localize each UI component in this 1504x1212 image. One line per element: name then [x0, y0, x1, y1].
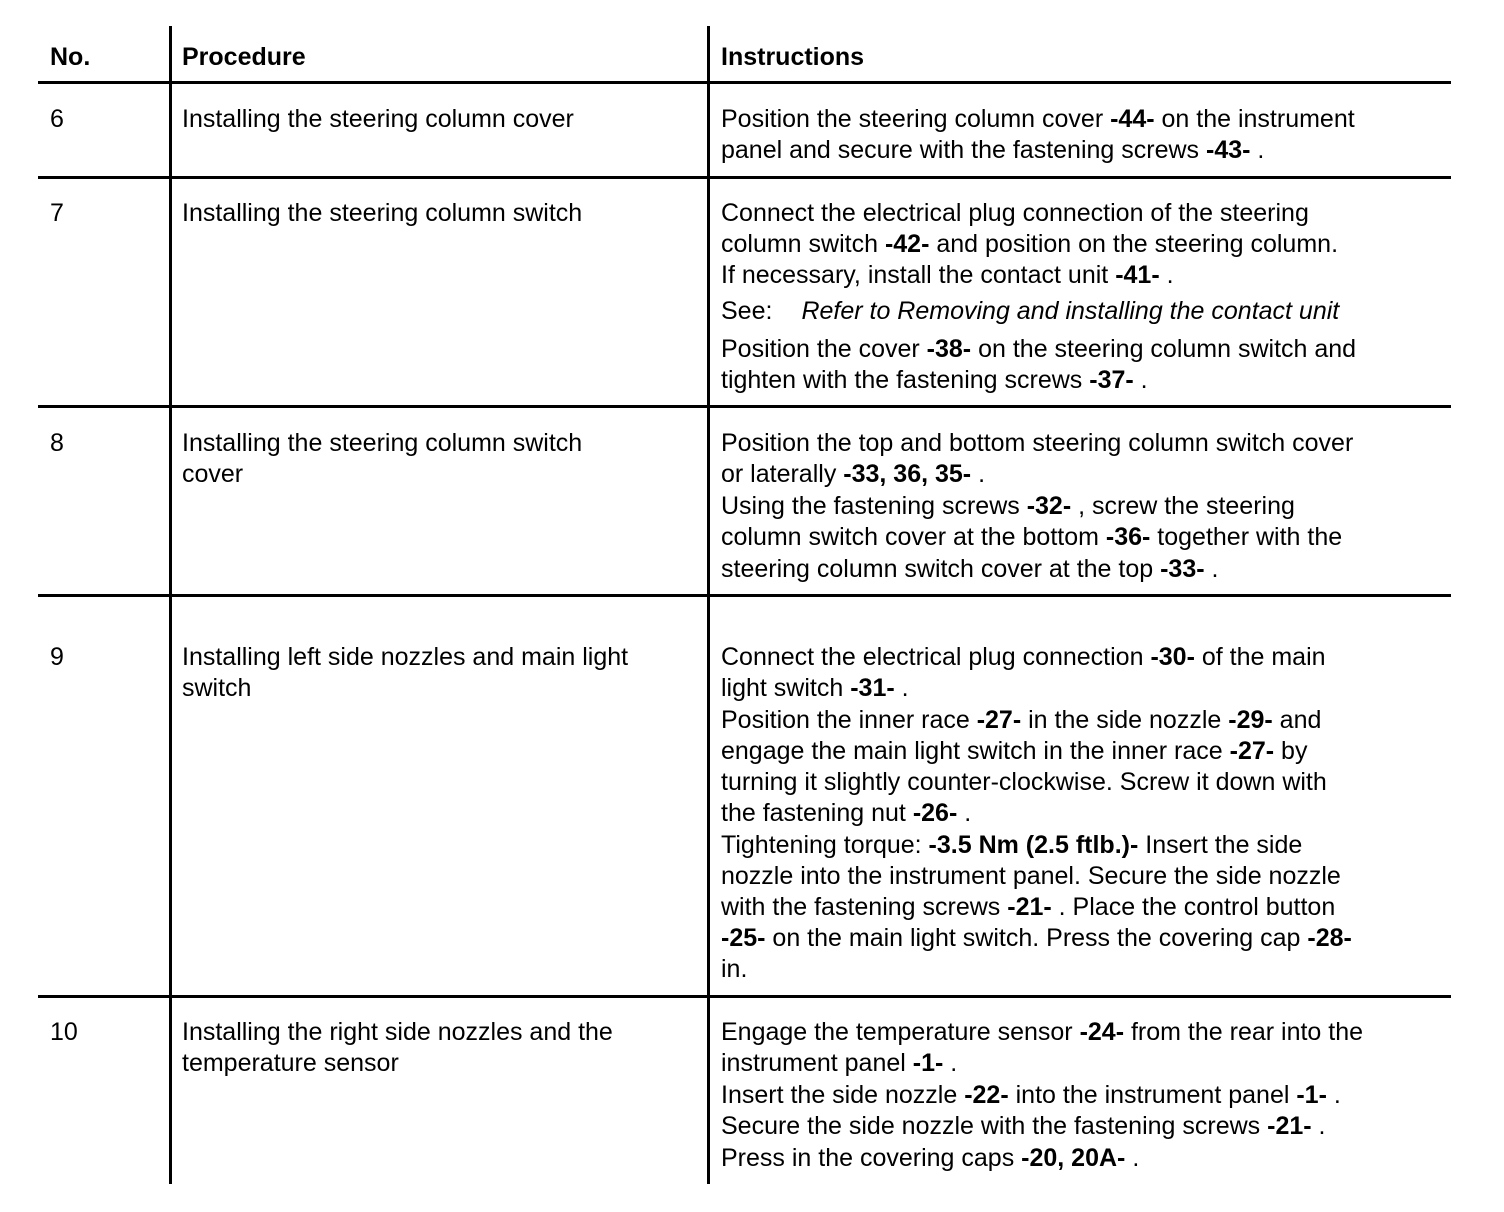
procedure-text: Installing left side nozzles and main light	[182, 643, 629, 671]
instruction-text: engage the main light switch in the inner race	[721, 737, 1230, 765]
instruction-text: Position the cover	[721, 335, 927, 363]
instruction-text: See:	[721, 297, 773, 325]
instruction-text: .	[894, 674, 909, 702]
instruction-line	[721, 1080, 1341, 1110]
instruction-text: from the rear into the	[1124, 1018, 1364, 1046]
header-no: No.	[50, 43, 91, 71]
instruction-line	[721, 522, 1342, 552]
part-reference: -22-	[964, 1081, 1009, 1109]
instruction-line	[721, 642, 1326, 672]
instruction-line	[721, 798, 971, 828]
instruction-text: in the side nozzle	[1021, 706, 1229, 734]
instruction-text: Connect the electrical plug connection of the steering	[721, 199, 1309, 227]
part-reference: -36-	[1105, 523, 1151, 551]
part-reference: -29-	[1228, 706, 1273, 734]
instruction-text: panel and secure with the fastening screws	[721, 136, 1206, 164]
instruction-line	[721, 229, 1338, 259]
instruction-line	[721, 830, 1302, 860]
instruction-line	[721, 892, 1335, 922]
instruction-text: Using the fastening screws	[721, 492, 1027, 520]
instruction-line	[721, 861, 1341, 891]
instruction-line	[721, 104, 1355, 134]
part-reference: -38-	[926, 335, 972, 363]
cross-reference: Refer to Removing and installing the contact unit	[801, 297, 1340, 325]
part-reference: -33, 36, 35-	[843, 460, 972, 488]
instruction-text: by	[1274, 737, 1308, 765]
instruction-text: . Place the control button	[1051, 893, 1336, 921]
part-reference: -33-	[1160, 555, 1205, 583]
row-divider	[38, 176, 1451, 179]
instruction-text: Connect the electrical plug connection	[721, 643, 1151, 671]
part-reference: -44-	[1110, 105, 1155, 133]
instruction-text: Engage the temperature sensor	[721, 1018, 1080, 1046]
instruction-text: steering column switch cover at the top	[721, 555, 1161, 583]
part-reference: -21-	[1267, 1112, 1312, 1140]
procedure-text: switch	[182, 674, 252, 702]
instruction-text: Press in the covering caps	[721, 1144, 1022, 1172]
instruction-text: If necessary, install the contact unit	[721, 261, 1116, 289]
instruction-text: Tightening torque:	[721, 831, 929, 859]
instruction-text: .	[1159, 261, 1174, 289]
instruction-line	[721, 334, 1356, 364]
instruction-line	[721, 954, 747, 984]
instruction-line	[721, 428, 1353, 458]
instruction-text: column switch cover at the bottom	[721, 523, 1106, 551]
procedure-text: cover	[182, 460, 244, 488]
procedure-text: temperature sensor	[182, 1049, 399, 1077]
instruction-text: of the main	[1194, 643, 1326, 671]
procedure-text: Installing the right side nozzles and the	[182, 1018, 613, 1046]
procedure-text: Installing the steering column switch	[182, 429, 583, 457]
instruction-text: .	[1326, 1081, 1341, 1109]
part-reference: -25-	[721, 924, 766, 952]
row-number: 8	[50, 429, 64, 457]
instruction-line	[721, 491, 1295, 521]
instruction-text: Insert the side	[1138, 831, 1303, 859]
instruction-line	[721, 260, 1174, 290]
part-reference: -1-	[912, 1049, 944, 1077]
instruction-text: and	[1272, 706, 1322, 734]
instruction-line	[721, 296, 1339, 326]
instruction-text: .	[1250, 136, 1265, 164]
instruction-text: .	[1133, 366, 1148, 394]
part-reference: -21-	[1007, 893, 1052, 921]
instruction-text: .	[1204, 555, 1219, 583]
instruction-text: .	[943, 1049, 958, 1077]
instruction-text: or laterally	[721, 460, 844, 488]
instruction-text: on the instrument	[1154, 105, 1355, 133]
part-reference: -31-	[850, 674, 895, 702]
row-divider	[38, 81, 1451, 84]
instruction-line	[721, 135, 1264, 165]
instruction-text: in.	[721, 955, 748, 983]
instruction-line	[721, 459, 985, 489]
part-reference: -41-	[1115, 261, 1160, 289]
header-instructions: Instructions	[721, 43, 865, 71]
instruction-text: .	[1311, 1112, 1326, 1140]
instruction-text: Insert the side nozzle	[721, 1081, 965, 1109]
instruction-text: tighten with the fastening screws	[721, 366, 1090, 394]
instruction-line	[721, 1143, 1139, 1173]
instruction-text: column switch	[721, 230, 885, 258]
procedure-text: Installing the steering column cover	[182, 105, 574, 133]
row-divider	[38, 995, 1451, 998]
row-number: 7	[50, 199, 64, 227]
instruction-text: light switch	[721, 674, 851, 702]
instruction-text: together with the	[1150, 523, 1343, 551]
instruction-text: nozzle into the instrument panel. Secure the side nozzle	[721, 862, 1341, 890]
instruction-line	[721, 1111, 1326, 1141]
column-divider	[707, 26, 710, 1184]
instruction-text: Secure the side nozzle with the fastening screws	[721, 1112, 1268, 1140]
column-divider	[169, 26, 172, 1184]
part-reference: -28-	[1307, 924, 1352, 952]
instruction-text: .	[1125, 1144, 1140, 1172]
instruction-text: instrument panel	[721, 1049, 913, 1077]
instruction-line	[721, 767, 1327, 797]
instruction-text: on the main light switch. Press the covering cap	[765, 924, 1308, 952]
procedure-text: Installing the steering column switch	[182, 199, 583, 227]
instruction-line	[721, 923, 1352, 953]
instruction-line	[721, 554, 1218, 584]
instruction-line	[721, 365, 1148, 395]
instruction-text: the fastening nut	[721, 799, 913, 827]
instruction-text: and position on the steering column.	[929, 230, 1339, 258]
part-reference: -27-	[1229, 737, 1275, 765]
instruction-line	[721, 198, 1309, 228]
part-reference: -43-	[1206, 136, 1251, 164]
row-number: 6	[50, 105, 64, 133]
instruction-text: .	[971, 460, 986, 488]
row-number: 10	[50, 1018, 78, 1046]
instruction-text: on the steering column switch and	[971, 335, 1357, 363]
part-reference: -27-	[976, 706, 1022, 734]
part-reference: -24-	[1079, 1018, 1125, 1046]
instruction-text: .	[957, 799, 972, 827]
instruction-text: Position the inner race	[721, 706, 977, 734]
part-reference: -20, 20A-	[1021, 1144, 1126, 1172]
row-number: 9	[50, 643, 64, 671]
part-reference: -42-	[884, 230, 930, 258]
instruction-text: Position the top and bottom steering column switch cover	[721, 429, 1354, 457]
header-procedure: Procedure	[182, 43, 306, 71]
instruction-line	[721, 1048, 957, 1078]
row-divider	[38, 594, 1451, 597]
part-reference: -37-	[1089, 366, 1134, 394]
part-reference: -26-	[912, 799, 958, 827]
instruction-line	[721, 673, 909, 703]
instruction-text: turning it slightly counter-clockwise. Screw it down with	[721, 768, 1327, 796]
part-reference: -30-	[1150, 643, 1195, 671]
instruction-text: Position the steering column cover	[721, 105, 1111, 133]
instruction-line	[721, 1017, 1363, 1047]
instruction-line	[721, 705, 1321, 735]
instruction-line	[721, 736, 1307, 766]
instruction-text: with the fastening screws	[721, 893, 1008, 921]
instruction-text: , screw the steering	[1071, 492, 1295, 520]
part-reference: -1-	[1296, 1081, 1327, 1109]
row-divider	[38, 405, 1451, 408]
part-reference: -3.5 Nm (2.5 ftlb.)-	[928, 831, 1139, 859]
instruction-text: into the instrument panel	[1008, 1081, 1297, 1109]
part-reference: -32-	[1026, 492, 1072, 520]
